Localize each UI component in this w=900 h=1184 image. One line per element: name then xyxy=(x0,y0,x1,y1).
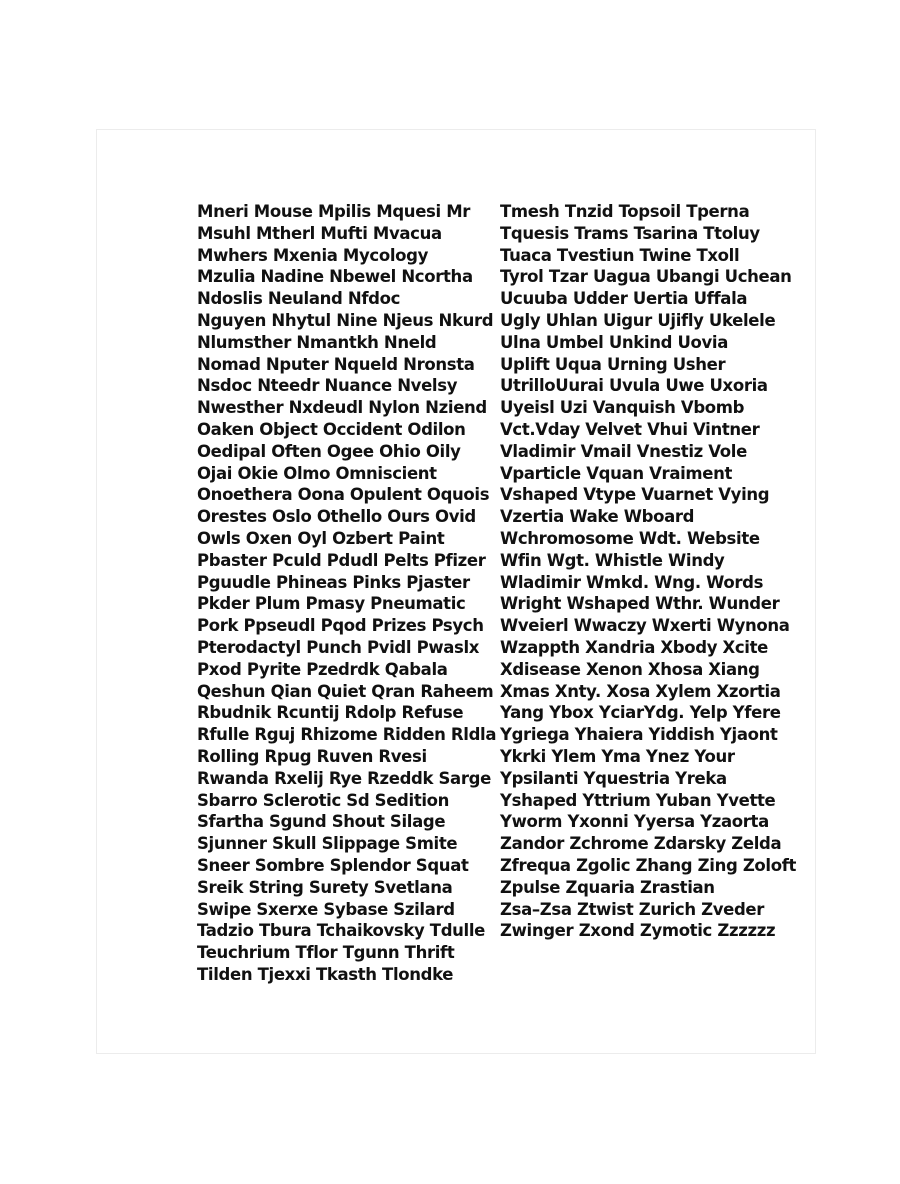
text-line: Pork Ppseudl Pqod Prizes Psych xyxy=(197,616,484,636)
text-line: Wladimir Wmkd. Wng. Words xyxy=(500,572,764,592)
text-line: Oedipal Often Ogee Ohio Oily xyxy=(197,441,461,461)
text-line: Sjunner Skull Slippage Smite xyxy=(197,834,458,854)
text-line: Vshaped Vtype Vuarnet Vying xyxy=(500,485,770,505)
text-line: Ndoslis Neuland Nfdoc xyxy=(197,289,401,309)
text-line: Yshaped Yttrium Yuban Yvette xyxy=(500,790,776,810)
text-line: Ygriega Yhaiera Yiddish Yjaont xyxy=(500,725,778,745)
text-line: Tyrol Tzar Uagua Ubangi Uchean xyxy=(500,267,792,287)
text-line: Ucuuba Udder Uertia Uffala xyxy=(500,289,748,309)
text-line: Vladimir Vmail Vnestiz Vole xyxy=(500,441,747,461)
text-line: Qeshun Qian Quiet Qran Raheem xyxy=(197,681,494,701)
text-line: Onoethera Oona Opulent Oquois xyxy=(197,485,490,505)
text-line: Mzulia Nadine Nbewel Ncortha xyxy=(197,267,473,287)
text-column-left xyxy=(197,201,497,986)
text-line: Wright Wshaped Wthr. Wunder xyxy=(500,594,780,614)
text-line: Tmesh Tnzid Topsoil Tperna xyxy=(500,202,750,221)
text-line: Nguyen Nhytul Nine Njeus Nkurd xyxy=(197,310,494,330)
text-line: Pxod Pyrite Pzedrdk Qabala xyxy=(197,659,448,679)
text-line: Tquesis Trams Tsarina Ttoluy xyxy=(500,223,760,243)
text-line: Pbaster Pculd Pdudl Pelts Pfizer xyxy=(197,550,486,570)
text-line: Ykrki Ylem Yma Ynez Your xyxy=(500,746,735,766)
text-line: Nomad Nputer Nqueld Nronsta xyxy=(197,354,475,374)
text-column-right xyxy=(500,201,810,942)
text-line: Teuchrium Tflor Tgunn Thrift xyxy=(197,943,455,963)
text-line: Pterodactyl Punch Pvidl Pwaslx xyxy=(197,637,480,657)
text-line: Vparticle Vquan Vraiment xyxy=(500,463,733,483)
text-line: Nlumsther Nmantkh Nneld xyxy=(197,332,437,352)
text-line: Sfartha Sgund Shout Silage xyxy=(197,812,446,832)
text-line: Zsa–Zsa Ztwist Zurich Zveder xyxy=(500,899,765,919)
text-line: Vzertia Wake Wboard xyxy=(500,507,695,527)
text-line: Wfin Wgt. Whistle Windy xyxy=(500,550,725,570)
text-line: Vct.Vday Velvet Vhui Vintner xyxy=(500,419,760,439)
text-line: Wchromosome Wdt. Website xyxy=(500,528,760,548)
text-line: Xmas Xnty. Xosa Xylem Xzortia xyxy=(500,681,781,701)
text-line: Nsdoc Nteedr Nuance Nvelsy xyxy=(197,376,458,396)
text-line: Mneri Mouse Mpilis Mquesi Mr xyxy=(197,202,471,221)
text-line: Zpulse Zquaria Zrastian xyxy=(500,877,715,897)
text-line: Ulna Umbel Unkind Uovia xyxy=(500,332,728,352)
text-line: Owls Oxen Oyl Ozbert Paint xyxy=(197,528,445,548)
text-line: Mwhers Mxenia Mycology xyxy=(197,245,428,265)
text-line: Ypsilanti Yquestria Yreka xyxy=(500,768,727,788)
text-line: Sreik String Surety Svetlana xyxy=(197,877,453,897)
text-line: Rwanda Rxelij Rye Rzeddk Sarge xyxy=(197,768,491,788)
text-line: Tadzio Tbura Tchaikovsky Tdulle xyxy=(197,921,486,941)
text-line: Orestes Oslo Othello Ours Ovid xyxy=(197,507,476,527)
text-line: Ojai Okie Olmo Omniscient xyxy=(197,463,437,483)
text-line: Nwesther Nxdeudl Nylon Nziend xyxy=(197,398,487,418)
text-line: Swipe Sxerxe Sybase Szilard xyxy=(197,899,455,919)
text-line: Rfulle Rguj Rhizome Ridden Rldla xyxy=(197,725,497,745)
text-line: Zwinger Zxond Zymotic Zzzzzz xyxy=(500,921,776,941)
text-line: Rolling Rpug Ruven Rvesi xyxy=(197,746,427,766)
text-line: Sbarro Sclerotic Sd Sedition xyxy=(197,790,450,810)
text-line: Oaken Object Occident Odilon xyxy=(197,419,466,439)
text-line: Yworm Yxonni Yyersa Yzaorta xyxy=(500,812,769,832)
text-line: Msuhl Mtherl Mufti Mvacua xyxy=(197,223,442,243)
text-line: Zfrequa Zgolic Zhang Zing Zoloft xyxy=(500,855,797,875)
text-line: Yang Ybox YciarYdg. Yelp Yfere xyxy=(500,703,781,723)
text-line: Uyeisl Uzi Vanquish Vbomb xyxy=(500,398,745,418)
text-line: Wzappth Xandria Xbody Xcite xyxy=(500,637,768,657)
text-line: UtrilloUurai Uvula Uwe Uxoria xyxy=(500,376,768,396)
text-line: Xdisease Xenon Xhosa Xiang xyxy=(500,659,760,679)
text-line: Uplift Uqua Urning Usher xyxy=(500,354,726,374)
text-line: Tilden Tjexxi Tkasth Tlondke xyxy=(197,964,454,984)
text-line: Rbudnik Rcuntij Rdolp Refuse xyxy=(197,703,464,723)
text-line: Pkder Plum Pmasy Pneumatic xyxy=(197,594,466,614)
text-line: Wveierl Wwaczy Wxerti Wynona xyxy=(500,616,790,636)
document-page xyxy=(96,129,816,1054)
text-line: Pguudle Phineas Pinks Pjaster xyxy=(197,572,470,592)
text-line: Zandor Zchrome Zdarsky Zelda xyxy=(500,834,782,854)
text-line: Sneer Sombre Splendor Squat xyxy=(197,855,469,875)
text-line: Ugly Uhlan Uigur Ujifly Ukelele xyxy=(500,310,776,330)
text-line: Tuaca Tvestiun Twine Txoll xyxy=(500,245,740,265)
